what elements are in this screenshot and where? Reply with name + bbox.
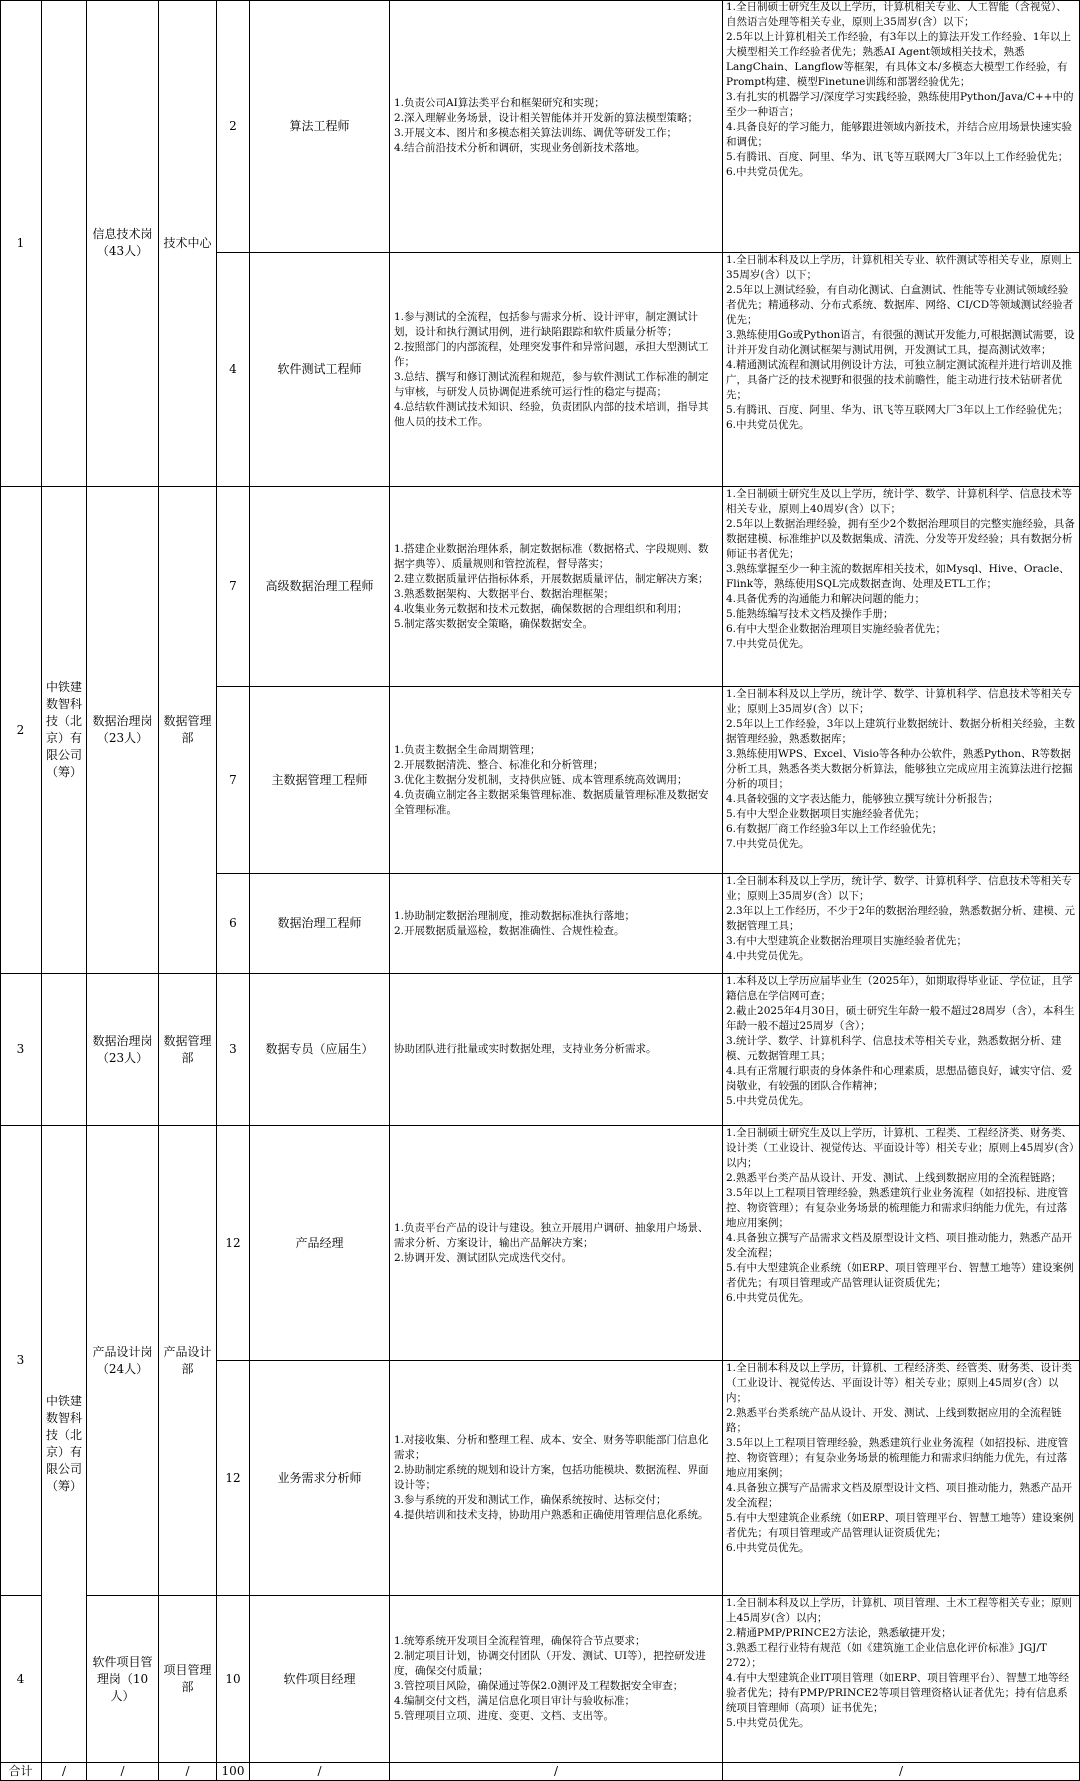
requirement-item: 5.能熟练编写技术文档及操作手册； [726, 608, 894, 620]
requirement-item: 1.全日制硕士研究生及以上学历，计算机、工程类、工程经济类、财务类、设计类（工业设计、视觉传达、平面设计等）相关专业；原则上45周岁(含）以内； [726, 1127, 1075, 1169]
requirement-item: 4.具备独立撰写产品需求文档及原型设计文档、项目推动能力，熟悉产品开发全流程； [726, 1482, 1073, 1509]
requirement-item: 5.中共党员优先。 [726, 1095, 810, 1107]
total-dept: / [159, 1763, 217, 1781]
duties-cell [390, 0, 723, 253]
requirement-item: 4.具备独立撰写产品需求文档及原型设计文档、项目推动能力，熟悉产品开发全流程； [726, 1232, 1073, 1259]
duty-item: 5.制定落实数据安全策略，确保数据安全。 [394, 617, 594, 630]
requirement-item: 5.有中大型建筑企业系统（如ERP、项目管理平台、智慧工地等）建设案例者优先；有项目管理或产品管理认证资质优先； [726, 1512, 1074, 1539]
duty-item: 4.负责确立制定各主数据采集管理标准、数据质量管理标准及数据安全管理标准。 [394, 788, 709, 816]
dept-cell: 数据管理部 [159, 487, 217, 974]
seq-cell: 1 [0, 0, 42, 487]
position-cell: 业务需求分析师 [250, 1361, 390, 1596]
duty-item: 2.开展数据清洗、整合、标准化和分析管理； [394, 758, 604, 771]
duties-cell [390, 1361, 723, 1596]
position-cell: 软件项目经理 [250, 1596, 390, 1763]
duty-item: 1.统筹系统开发项目全流程管理，确保符合节点要求； [394, 1635, 646, 1647]
duty-item: 2.按照部门的内部流程，处理突发事件和异常问题，承担大型测试工作； [394, 340, 709, 368]
duty-item: 1.协助制定数据治理制度，推动数据标准执行落地； [394, 909, 636, 922]
requirement-item: 3.5年以上工程项目管理经验，熟悉建筑行业业务流程（如招投标、进度管控、物资管理）；有复杂业务场景的梳理能力和需求归纳能力优先，有过落地应用案例； [726, 1437, 1069, 1479]
requirements-cell [723, 1126, 1080, 1361]
company-cell: 中铁建数智科技（北京）有限公司（筹） [42, 487, 87, 974]
requirement-item: 4.具备优秀的沟通能力和解决问题的能力； [726, 593, 926, 605]
requirement-item: 6.中共党员优先。 [726, 1292, 810, 1304]
company-cell [42, 0, 87, 487]
requirement-item: 4.精通测试流程和测试用例设计方法，可独立制定测试流程并进行培训及推广，具备广泛的技术视野和很强的技术前瞻性，能主动进行技术钻研者优先； [726, 359, 1073, 401]
requirement-item: 2.5年以上测试经验，有自动化测试、白盒测试、性能等专业测试领域经验者优先；精通移动、分布式系统、数据库、网络、CI/CD等领域测试经验者优先； [726, 284, 1074, 326]
requirement-item: 2.3年以上工作经历，不少于2年的数据治理经验，熟悉数据分析、建模、元数据管理工具； [726, 905, 1075, 932]
duty-item: 1.参与测试的全流程，包括参与需求分析、设计评审，制定测试计划，设计和执行测试用例，进行缺陷跟踪和软件质量分析等； [394, 310, 699, 338]
requirement-item: 3.有中大型建筑企业数据治理项目实施经验者优先； [726, 935, 968, 947]
headcount-cell: 6 [217, 874, 250, 974]
requirements-cell [723, 1596, 1080, 1763]
total-requirements: / [723, 1763, 1080, 1781]
requirement-item: 2.5年以上计算机相关工作经验，有3年以上的算法开发工作经验、1年以上大模型相关工作经验者优先；熟悉AI Agent领域相关技术，熟悉LangChain、Langflow等框架，有具体文本/多模态大模型工作经验，有Prompt构建、模型Finetune训练和部署经验优先； [726, 31, 1072, 88]
seq-cell: 3 [0, 1126, 42, 1596]
requirements-cell [723, 253, 1080, 487]
duties-cell [390, 687, 723, 874]
position-cell: 数据治理工程师 [250, 874, 390, 974]
requirement-item: 2.5年以上数据治理经验，拥有至少2个数据治理项目的完整实施经验，具备数据建模、标准维护以及数据集成、清洗、分发等开发经验；具有数据分析师证书者优先； [726, 518, 1075, 560]
duty-item: 协助团队进行批量或实时数据处理，支持业务分析需求。 [394, 1043, 657, 1055]
requirement-item: 1.全日制硕士研究生及以上学历，统计学、数学、计算机科学、信息技术等相关专业，原则上40周岁(含）以下； [726, 488, 1073, 515]
duty-item: 2.建立数据质量评估指标体系，开展数据质量评估，制定解决方案； [394, 572, 709, 585]
seq-cell: 4 [0, 1596, 42, 1763]
duties-cell [390, 253, 723, 487]
position-cell: 高级数据治理工程师 [250, 487, 390, 687]
requirement-item: 1.全日制本科及以上学历，统计学、数学、计算机科学、信息技术等相关专业；原则上35周岁(含）以下； [726, 688, 1073, 715]
duty-item: 3.参与系统的开发和测试工作，确保系统按时、达标交付； [394, 1494, 667, 1506]
duties-cell [390, 1126, 723, 1361]
duty-item: 3.优化主数据分发机制，支持供应链、成本管理系统高效调用； [394, 773, 688, 786]
headcount-cell: 2 [217, 0, 250, 253]
requirement-item: 3.5年以上工程项目管理经验，熟悉建筑行业业务流程（如招投标、进度管控、物资管理）；有复杂业务场景的梳理能力和需求归纳能力优先，有过落地应用案例； [726, 1187, 1069, 1229]
requirement-item: 4.具备良好的学习能力，能够跟进领域内新技术，并结合应用场景快速实验和调优； [726, 121, 1073, 148]
job-type-cell: 数据治理岗（23人） [87, 974, 159, 1126]
requirement-item: 3.熟练掌握至少一种主流的数据库相关技术，如Mysql、Hive、Oracle、Flink等，熟练使用SQL完成数据查询、处理及ETL工作； [726, 563, 1070, 590]
requirement-item: 1.全日制硕士研究生及以上学历，计算机相关专业、人工智能（含视觉）、自然语言处理等相关专业，原则上35周岁(含）以下； [726, 1, 1067, 28]
headcount-cell: 7 [217, 487, 250, 687]
position-cell: 产品经理 [250, 1126, 390, 1361]
job-type-cell: 产品设计岗（24人） [87, 1126, 159, 1596]
dept-cell: 技术中心 [159, 0, 217, 487]
requirement-item: 6.有数据厂商工作经验3年以上工作经验优先； [726, 823, 943, 835]
duty-item: 4.总结软件测试技术知识、经验，负责团队内部的技术培训，指导其他人员的技术工作。 [394, 400, 709, 428]
company-cell: 中铁建数智科技（北京）有限公司（筹） [42, 1126, 87, 1763]
requirement-item: 1.全日制本科及以上学历，计算机、项目管理、土木工程等相关专业；原则上45周岁(含）以内； [726, 1597, 1073, 1624]
position-cell: 主数据管理工程师 [250, 687, 390, 874]
requirement-item: 3.熟悉工程行业特有规范（如《建筑施工企业信息化评价标准》JGJ/T 272）； [726, 1642, 1047, 1669]
requirement-item: 7.中共党员优先。 [726, 638, 810, 650]
requirement-item: 2.精通PMP/PRINCE2方法论，熟悉敏捷开发； [726, 1627, 952, 1639]
dept-cell: 项目管理部 [159, 1596, 217, 1763]
requirements-cell [723, 687, 1080, 874]
requirements-cell [723, 974, 1080, 1126]
duty-item: 4.提供培训和技术支持，协助用户熟悉和正确使用管理信息化系统。 [394, 1509, 709, 1521]
requirement-item: 4.中共党员优先。 [726, 950, 810, 962]
duty-item: 2.制定项目计划，协调交付团队（开发、测试、UI等），把控研发进度，确保交付质量； [394, 1650, 706, 1677]
duty-item: 3.熟悉数据架构、大数据平台、数据治理框架； [394, 587, 615, 600]
requirement-item: 4.有中大型建筑企业IT项目管理（如ERP、项目管理平台）、智慧工地等经验者优先；持有PMP/PRINCE2等项目管理资格认证者优先；持有信息系统项目管理师（高项）证书优先； [726, 1672, 1070, 1714]
duty-item: 5.管理项目立项、进度、变更、文档、支出等。 [394, 1710, 615, 1722]
job-type-cell: 信息技术岗（43人） [87, 0, 159, 487]
headcount-cell: 4 [217, 253, 250, 487]
duty-item: 2.协助制定系统的规划和设计方案，包括功能模块、数据流程、界面设计等； [394, 1464, 709, 1491]
requirements-cell [723, 0, 1080, 253]
requirement-item: 5.中共党员优先。 [726, 1717, 810, 1729]
requirement-item: 7.中共党员优先。 [726, 838, 810, 850]
requirement-item: 4.具备较强的文字表达能力，能够独立撰写统计分析报告； [726, 793, 999, 805]
duty-item: 1.负责平台产品的设计与建设。独立开展用户调研、抽象用户场景、需求分析、方案设计，输出产品解决方案； [394, 1221, 709, 1249]
duties-cell [390, 974, 723, 1126]
duty-item: 3.总结、撰写和修订测试流程和规范，参与软件测试工作标准的制定与审核，与研发人员协调促进系统可运行性的稳定与提高； [394, 370, 709, 398]
total-job-type: / [87, 1763, 159, 1781]
duty-item: 4.编制交付文档，满足信息化项目审计与验收标准； [394, 1695, 636, 1707]
requirements-cell [723, 874, 1080, 974]
dept-cell: 产品设计部 [159, 1126, 217, 1596]
duties-cell [390, 1596, 723, 1763]
headcount-cell: 7 [217, 687, 250, 874]
requirement-item: 5.有腾讯、百度、阿里、华为、讯飞等互联网大厂3年以上工作经验优先； [726, 151, 1069, 163]
duty-item: 2.开展数据质量巡检，数据准确性、合规性检查。 [394, 924, 625, 937]
position-cell: 软件测试工程师 [250, 253, 390, 487]
seq-cell: 2 [0, 487, 42, 974]
seq-cell: 3 [0, 974, 42, 1126]
duty-item: 1.对接收集、分析和整理工程、成本、安全、财务等职能部门信息化需求； [394, 1434, 709, 1461]
requirement-item: 3.熟练使用WPS、Excel、Visio等各种办公软件，熟悉Python、R等数据分析工具，熟悉各类大数据分析算法，能够独立完成应用主流算法进行挖掘分析的项目； [726, 748, 1073, 790]
requirement-item: 2.5年以上工作经验，3年以上建筑行业数据统计、数据分析相关经验，主数据管理经验，熟悉数据库； [726, 718, 1075, 745]
requirement-item: 6.中共党员优先。 [726, 419, 810, 431]
requirement-item: 1.全日制本科及以上学历，计算机、工程经济类、经管类、财务类、设计类（工业设计、视觉传达、平面设计等）相关专业；原则上45周岁(含）以内； [726, 1362, 1073, 1404]
duties-cell [390, 874, 723, 974]
headcount-cell: 10 [217, 1596, 250, 1763]
requirement-item: 3.统计学、数学、计算机科学、信息技术等相关专业，熟悉数据分析、建模、元数据管理工具； [726, 1035, 1062, 1062]
company-cell [42, 974, 87, 1126]
duty-item: 4.收集业务元数据和技术元数据，确保数据的合理组织和利用； [394, 602, 688, 615]
requirement-item: 4.具有正常履行职责的身体条件和心理素质，思想品德良好，诚实守信、爱岗敬业，有较强的团队合作精神； [726, 1065, 1073, 1092]
position-cell: 算法工程师 [250, 0, 390, 253]
requirements-cell [723, 1361, 1080, 1596]
requirement-item: 1.全日制本科及以上学历，统计学、数学、计算机科学、信息技术等相关专业；原则上35周岁(含）以下； [726, 875, 1073, 902]
position-cell: 数据专员（应届生） [250, 974, 390, 1126]
requirement-item: 5.有腾讯、百度、阿里、华为、讯飞等互联网大厂3年以上工作经验优先； [726, 404, 1069, 416]
total-company: / [42, 1763, 87, 1781]
total-position: / [250, 1763, 390, 1781]
requirement-item: 1.全日制本科及以上学历，计算机相关专业、软件测试等相关专业，原则上35周岁(含）以下； [726, 254, 1073, 281]
total-duties: / [390, 1763, 723, 1781]
requirement-item: 2.熟悉平台类产品从设计、开发、测试、上线到数据应用的全流程链路； [726, 1172, 1062, 1184]
requirements-cell [723, 487, 1080, 687]
requirement-item: 3.有扎实的机器学习/深度学习实践经验，熟练使用Python/Java/C++中的至少一种语言； [726, 91, 1074, 118]
duty-item: 2.协调开发、测试团队完成迭代交付。 [394, 1251, 573, 1264]
requirement-item: 6.中共党员优先。 [726, 1542, 810, 1554]
headcount-cell: 12 [217, 1126, 250, 1361]
duty-item: 1.搭建企业数据治理体系，制定数据标准（数据格式、字段规则、数据字典等）、质量规则和管控流程，督导落实； [394, 542, 709, 570]
requirement-item: 2.截止2025年4月30日，硕士研究生年龄一般不超过28周岁（含），本科生年龄一般不超过25周岁（含）； [726, 1005, 1075, 1032]
requirement-item: 3.熟练使用Go或Python语言，有很强的测试开发能力,可根据测试需要，设计并开发自动化测试框架与测试用例，开发测试工具，提高测试效率； [726, 329, 1075, 356]
dept-cell: 数据管理部 [159, 974, 217, 1126]
job-type-cell: 数据治理岗（23人） [87, 487, 159, 974]
duty-item: 1.负责公司AI算法类平台和框架研究和实现； [394, 97, 605, 109]
total-label: 合计 [0, 1763, 42, 1781]
requirement-item: 6.有中大型企业数据治理项目实施经验者优先； [726, 623, 947, 635]
requirement-item: 6.中共党员优先。 [726, 166, 810, 178]
duty-item: 2.深入理解业务场景，设计相关智能体并开发新的算法模型策略； [394, 112, 699, 124]
duty-item: 3.管控项目风险，确保通过等保2.0测评及工程数据安全审查； [394, 1680, 684, 1692]
requirement-item: 5.有中大型建筑企业系统（如ERP、项目管理平台、智慧工地等）建设案例者优先；有项目管理或产品管理认证资质优先； [726, 1262, 1074, 1289]
duty-item: 4.结合前沿技术分析和调研，实现业务创新技术落地。 [394, 142, 646, 154]
total-headcount: 100 [217, 1763, 250, 1781]
duties-cell [390, 487, 723, 687]
duty-item: 1.负责主数据全生命周期管理； [394, 743, 541, 756]
job-type-cell: 软件项目管理岗（10人） [87, 1596, 159, 1763]
duty-item: 3.开展文本、图片和多模态相关算法训练、调优等研发工作； [394, 127, 678, 139]
requirement-item: 1.本科及以上学历应届毕业生（2025年），如期取得毕业证、学位证，且学籍信息在学信网可查； [726, 975, 1073, 1002]
requirement-item: 2.熟悉平台类系统产品从设计、开发、测试、上线到数据应用的全流程链路； [726, 1407, 1062, 1434]
headcount-cell: 12 [217, 1361, 250, 1596]
headcount-cell: 3 [217, 974, 250, 1126]
requirement-item: 5.有中大型企业数据项目实施经验者优先； [726, 808, 926, 820]
